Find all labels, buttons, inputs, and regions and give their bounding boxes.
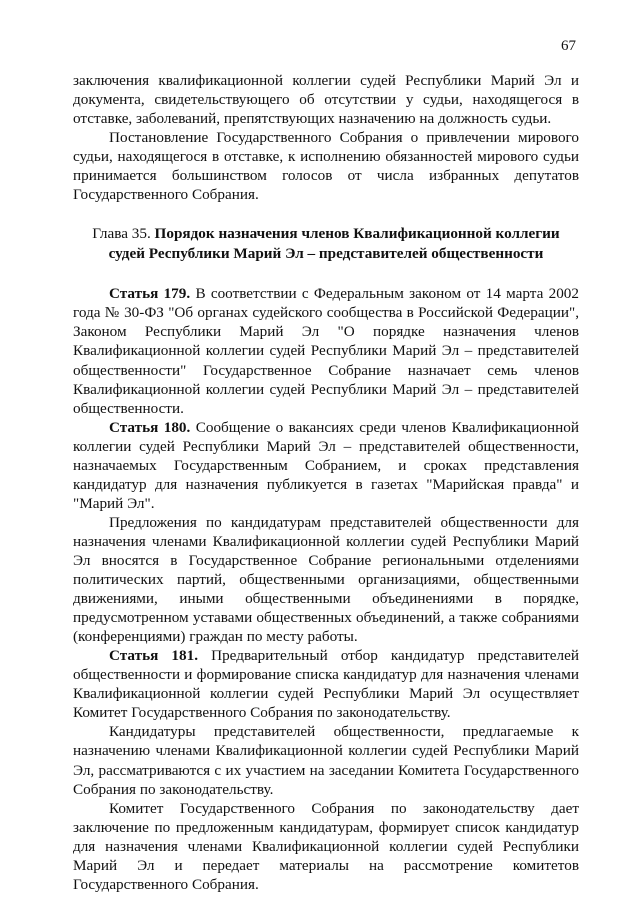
paragraph: Кандидатуры представителей общественности, предлагаемые к назначению членами Квалификационной коллегии судей Республики Марий Эл, рассматриваются с их участием на заседании Комитета Государственного Собрания по законодательству. (73, 723, 579, 798)
article-text: В соответствии с Федеральным законом от 14 марта 2002 года № 30-ФЗ "Об органах судейского сообщества в Российской Федерации", Законом Республики Марий Эл "О порядке назначения членов Квалификационной коллегии судей Республики Марий Эл – представителей общественности" Государственное Собрание назначает семь членов Квалификационной коллегии судей Республики Марий Эл – представителей общественности. (73, 285, 579, 417)
paragraph: Постановление Государственного Собрания о привлечении мирового судьи, находящегося в отставке, к исполнению обязанностей мирового судьи принимается большинством голосов от числа избранных депутатов Государственного Собрания. (73, 129, 579, 204)
article-heading: Статья 181. (109, 647, 199, 665)
article-heading: Статья 179. (109, 285, 191, 303)
paragraph: Предложения по кандидатурам представителей общественности для назначения членами Квалификационной коллегии судей Республики Марий Эл вносятся в Государственное Собрание региональными отделениями политических партий, общественными организациями, общественными движениями, иными общественными объединениями в порядке, предусмотренном уставами общественных объединений, а также собраниями (конференциями) граждан по месту работы. (73, 513, 579, 646)
paragraph: заключения квалификационной коллегии судей Республики Марий Эл и документа, свидетельствующего об отсутствии у судьи, находящегося в отставке, заболеваний, препятствующих назначению на должность судьи. (73, 72, 579, 128)
page-number: 67 (561, 38, 576, 54)
article-180 (73, 418, 579, 513)
chapter-number: Глава 35. (92, 225, 155, 243)
chapter-heading (73, 224, 579, 263)
article-heading: Статья 180. (109, 418, 191, 436)
paragraph: Комитет Государственного Собрания по законодательству дает заключение по предложенным кандидатурам, формирует список кандидатур для назначения членами Квалификационной коллегии судей Республики Марий Эл и передает материалы на рассмотрение комитетов Государственного Собрания. (73, 799, 579, 893)
article-181 (73, 646, 579, 722)
article-text: Предварительный отбор кандидатур представителей общественности и формирование списка кандидатур для назначения членами Квалификационной коллегии судей Республики Марий Эл осуществляет Комитет Государственного Собрания по законодательству. (73, 647, 579, 722)
document-body (73, 71, 579, 894)
chapter-title-line-1: Порядок назначения членов Квалификационной коллегии (154, 225, 560, 243)
article-text: Сообщение о вакансиях среди членов Квалификационной коллегии судей Республики Марий Эл – представителей общественности, назначаемых Государственным Собранием, и сроках представления кандидатур для назначения публикуется в газетах "Марийская правда" и "Марий Эл". (73, 418, 579, 512)
article-179 (73, 284, 579, 417)
chapter-title-line-2: судей Республики Марий Эл – представителей общественности (108, 244, 544, 262)
